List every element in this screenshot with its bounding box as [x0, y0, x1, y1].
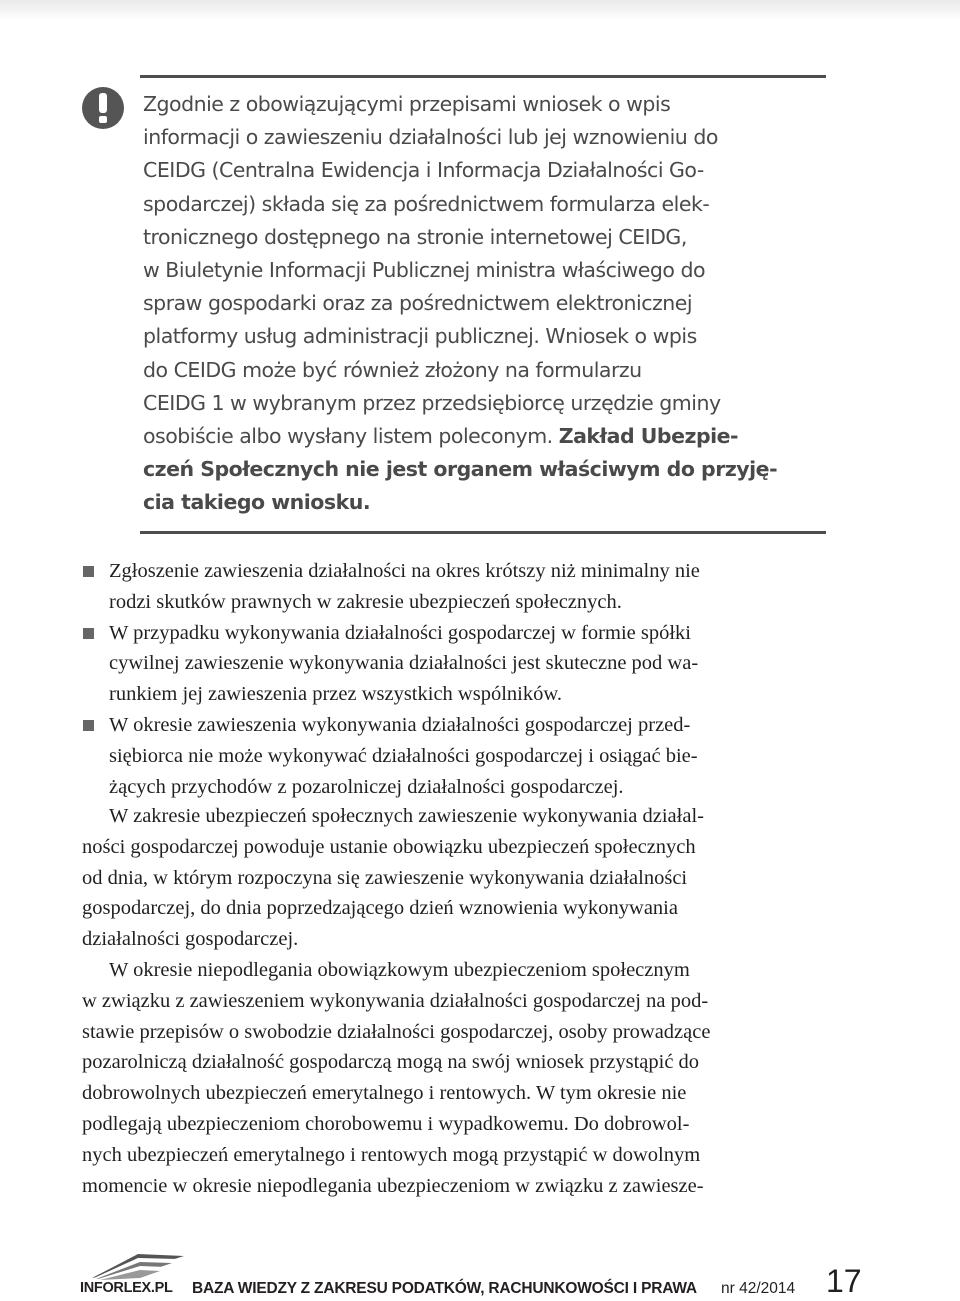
notice-line: Zgodnie z obowiązującymi przepisami wniosek o wpis — [143, 92, 671, 116]
bullet-line: W przypadku wykonywania działalności gospodarczej w formie spółki — [109, 621, 691, 644]
footer-tagline: BAZA WIEDZY Z ZAKRESU PODATKÓW, RACHUNKOWOŚCI I PRAWA — [192, 1280, 697, 1297]
paragraph-line: podlegają ubezpieczeniom chorobowemu i wypadkowemu. Do dobrowol- — [82, 1112, 690, 1135]
notice-text — [143, 88, 833, 519]
notice-line-mixed — [143, 420, 833, 453]
notice-top-rule — [140, 75, 826, 78]
page-number: 17 — [826, 1263, 862, 1299]
paragraph-line: w związku z zawieszeniem wykonywania działalności gospodarczej na pod- — [82, 989, 709, 1012]
paragraph-line: ności gospodarczej powoduje ustanie obowiązku ubezpieczeń społecznych — [82, 835, 696, 858]
notice-line: CEIDG 1 w wybranym przez przedsiębiorcę urzędzie gminy — [143, 390, 721, 415]
bullet-list — [0, 556, 960, 802]
bullet-line: Zgłoszenie zawieszenia działalności na okres krótszy niż minimalny nie — [109, 560, 700, 582]
list-item — [0, 618, 960, 710]
top-shade — [0, 0, 960, 20]
notice-line: do CEIDG może być również złożony na formularzu — [143, 357, 642, 382]
notice-text-bold: Zakład Ubezpie- — [558, 423, 739, 448]
paragraph — [82, 801, 827, 955]
notice-bold-line: cia takiego wniosku. — [143, 490, 371, 515]
bullet-square-icon — [83, 566, 94, 577]
paragraph-line: dobrowolnych ubezpieczeń emerytalnego i rentowych. W tym okresie nie — [82, 1082, 687, 1105]
paragraph-line: stawie przepisów o swobodzie działalności gospodarczej, osoby prowadzące — [82, 1020, 711, 1043]
paragraph-line: nych ubezpieczeń emerytalnego i rentowych mogą przystąpić w dowolnym — [82, 1143, 701, 1166]
list-item — [0, 710, 960, 802]
notice-line: tronicznego dostępnego na stronie internetowej CEIDG, — [143, 224, 687, 249]
paragraph-line: od dnia, w którym rozpoczyna się zawieszenie wykonywania działalności — [82, 866, 688, 889]
paragraph-line: pozarolniczą działalność gospodarczą mogą na swój wniosek przystąpić do — [82, 1051, 700, 1074]
paragraph-line: W okresie niepodlegania obowiązkowym ubezpieczeniom społecznym — [109, 959, 690, 981]
paragraph-line: działalności gospodarczej. — [82, 928, 299, 951]
exclamation-icon — [82, 87, 124, 129]
notice-line: platformy usług administracji publicznej. Wniosek o wpis — [143, 324, 697, 349]
bullet-line: siębiorca nie może wykonywać działalności gospodarczej i osiągać bie- — [109, 744, 698, 767]
bullet-square-icon — [83, 720, 94, 731]
notice-line: spraw gospodarki oraz za pośrednictwem elektronicznej — [143, 291, 693, 316]
notice-text-normal: osobiście albo wysłany listem poleconym. — [143, 423, 559, 448]
notice-line: spodarczej) składa się za pośrednictwem formularza elek- — [143, 191, 710, 216]
notice-line: w Biuletynie Informacji Publicznej ministra właściwego do — [143, 257, 706, 282]
bullet-square-icon — [83, 628, 94, 639]
notice-line: CEIDG (Centralna Ewidencja i Informacja Działalności Go- — [143, 158, 704, 183]
paragraph-line: W zakresie ubezpieczeń społecznych zawieszenie wykonywania działal- — [109, 805, 704, 827]
logo-text: INFORLEX.PL — [80, 1280, 173, 1296]
issue-number: nr 42/2014 — [721, 1280, 796, 1297]
list-item — [0, 556, 960, 618]
page-footer — [0, 1250, 960, 1301]
bullet-line: rodzi skutków prawnych w zakresie ubezpieczeń społecznych. — [109, 590, 622, 613]
notice-line: informacji o zawieszeniu działalności lub jej wznowieniu do — [143, 125, 718, 150]
bullet-line: runkiem jej zawieszenia przez wszystkich wspólników. — [109, 683, 562, 706]
bullet-line: żących przychodów z pozarolniczej działalności gospodarczej. — [109, 775, 624, 798]
notice-bottom-rule — [140, 531, 826, 534]
paragraph-line: gospodarczej, do dnia poprzedzającego dzień wznowienia wykonywania — [82, 897, 678, 920]
bullet-line: cywilnej zawieszenie wykonywania działalności jest skuteczne pod wa- — [109, 652, 699, 675]
bullet-line: W okresie zawieszenia wykonywania działalności gospodarczej przed- — [109, 713, 691, 736]
paragraph-line: momencie w okresie niepodlegania ubezpieczeniom w związku z zawiesze- — [82, 1174, 704, 1197]
paragraph — [82, 955, 827, 1201]
notice-bold-line: czeń Społecznych nie jest organem właściwym do przyję- — [143, 457, 778, 482]
